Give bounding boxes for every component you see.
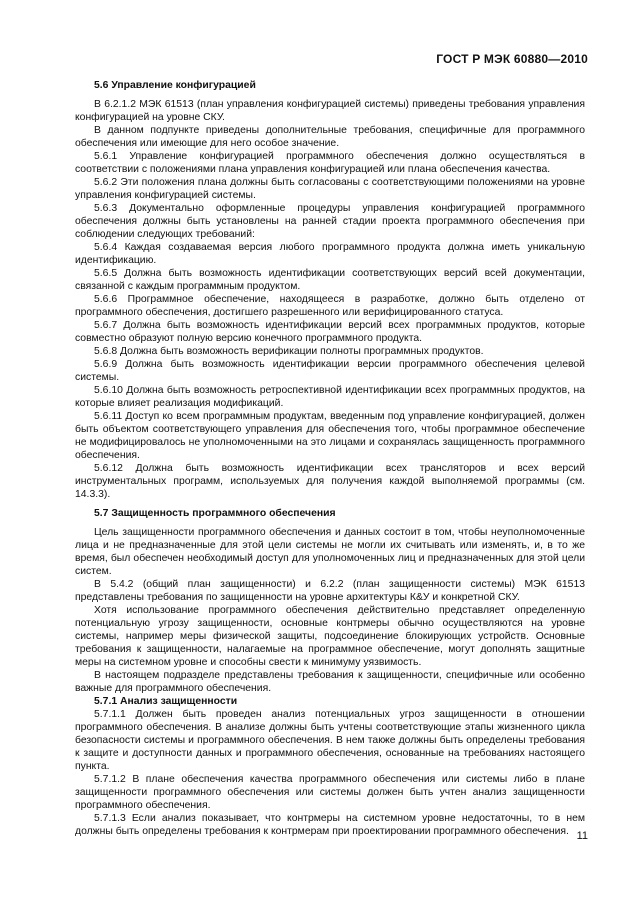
paragraph: 5.6.9 Должна быть возможность идентификации версии программного обеспечения целевой системы. xyxy=(75,359,585,383)
paragraph: 5.6.12 Должна быть возможность идентификации всех трансляторов и всех версий инструментальных программ, используемых для получения каждой выполняемой программы (см. 14.3.3). xyxy=(75,463,585,500)
paragraph: 5.6.4 Каждая создаваемая версия любого программного продукта должна иметь уникальную идентификацию. xyxy=(75,242,585,266)
paragraph: 5.6.10 Должна быть возможность ретроспективной идентификации всех программных продуктов, на которые влияет реализация модификаций. xyxy=(75,385,585,409)
paragraph: 5.7.1.3 Если анализ показывает, что контрмеры на системном уровне недостаточны, то в нем должны быть определены требования к контрмерам при проектировании программного обеспечения. xyxy=(75,813,585,837)
section-heading: 5.6 Управление конфигурацией xyxy=(94,80,256,91)
paragraph: Хотя использование программного обеспечения действительно представляет определенную потенциальную угрозу защищенности, основные контрмеры обычно осуществляются на уровне системы, например меры физической защиты, подсоединение блокирующих устройств. Основные требования к защищенности, налагаемые на программное обеспечение, могут дополнять защитные меры на системном уровне и способны свести к минимуму уязвимость. xyxy=(75,605,585,668)
section-heading: 5.7.1 Анализ защищенности xyxy=(94,696,238,707)
paragraph: 5.7.1.2 В плане обеспечения качества программного обеспечения или системы либо в плане защищенности программного обеспечения или системы должен быть учтен анализ защищенности программного обеспечения. xyxy=(75,774,585,811)
paragraph: 5.7.1.1 Должен быть проведен анализ потенциальных угроз защищенности в отношении программного обеспечения. В анализе должны быть учтены соответствующие этапы жизненного цикла безопасности системы и программного обеспечения. В нем также должны быть определены требования к защите и доступности данных и программного обеспечения, основанные на требованиях настоящего пункта. xyxy=(75,709,585,772)
paragraph: 5.6.5 Должна быть возможность идентификации соответствующих версий всей документации, связанной с каждым программным продуктом. xyxy=(75,268,585,292)
page-number: 11 xyxy=(576,830,588,842)
document-header: ГОСТ Р МЭК 60880—2010 xyxy=(436,52,588,66)
paragraph: 5.6.6 Программное обеспечение, находящееся в разработке, должно быть отделено от программного обеспечения, достигшего разрешенного или верифицированного статуса. xyxy=(75,294,585,318)
section-heading: 5.7 Защищенность программного обеспечения xyxy=(94,508,336,519)
paragraph: 5.6.7 Должна быть возможность идентификации версий всех программных продуктов, которые совместно образуют полную версию конечного программного продукта. xyxy=(75,320,585,344)
paragraph: 5.6.1 Управление конфигурацией программного обеспечения должно осуществляться в соответствии с положениями плана управления конфигурацией или плана обеспечения качества. xyxy=(75,151,585,175)
document-body xyxy=(75,79,585,838)
paragraph: В 6.2.1.2 МЭК 61513 (план управления конфигурацией системы) приведены требования управления конфигурацией на уровне СКУ. xyxy=(75,99,585,123)
paragraph: 5.6.11 Доступ ко всем программным продуктам, введенным под управление конфигурацией, должен быть объектом соответствующего управления для обеспечения того, чтобы программное обеспечение не модифицировалось не уполномоченными на это лицами и сохранялась защищенность программного обеспечения. xyxy=(75,411,585,461)
paragraph: В данном подпункте приведены дополнительные требования, специфичные для программного обеспечения или имеющие для него особое значение. xyxy=(75,125,585,149)
paragraph: В 5.4.2 (общий план защищенности) и 6.2.2 (план защищенности системы) МЭК 61513 представлены требования по защищенности на уровне архитектуры К&У и конкретной СКУ. xyxy=(75,579,585,603)
paragraph: В настоящем подразделе представлены требования к защищенности, специфичные или особенно важные для программного обеспечения. xyxy=(75,670,585,694)
paragraph: 5.6.2 Эти положения плана должны быть согласованы с соответствующими положениями на уровне управления конфигурацией системы. xyxy=(75,177,585,201)
paragraph: 5.6.3 Документально оформленные процедуры управления конфигурацией программного обеспечения должны быть установлены на ранней стадии проекта программного обеспечения при соблюдении следующих требований: xyxy=(75,203,585,240)
paragraph: Цель защищенности программного обеспечения и данных состоит в том, чтобы неуполномоченные лица и не предназначенные для этой цели системы не могли их считывать или изменять, и, в то же время, был обеспечен необходимый доступ для уполномоченных лиц и предназначенных для этой цели систем. xyxy=(75,527,585,577)
paragraph: 5.6.8 Должна быть возможность верификации полноты программных продуктов. xyxy=(94,346,484,357)
